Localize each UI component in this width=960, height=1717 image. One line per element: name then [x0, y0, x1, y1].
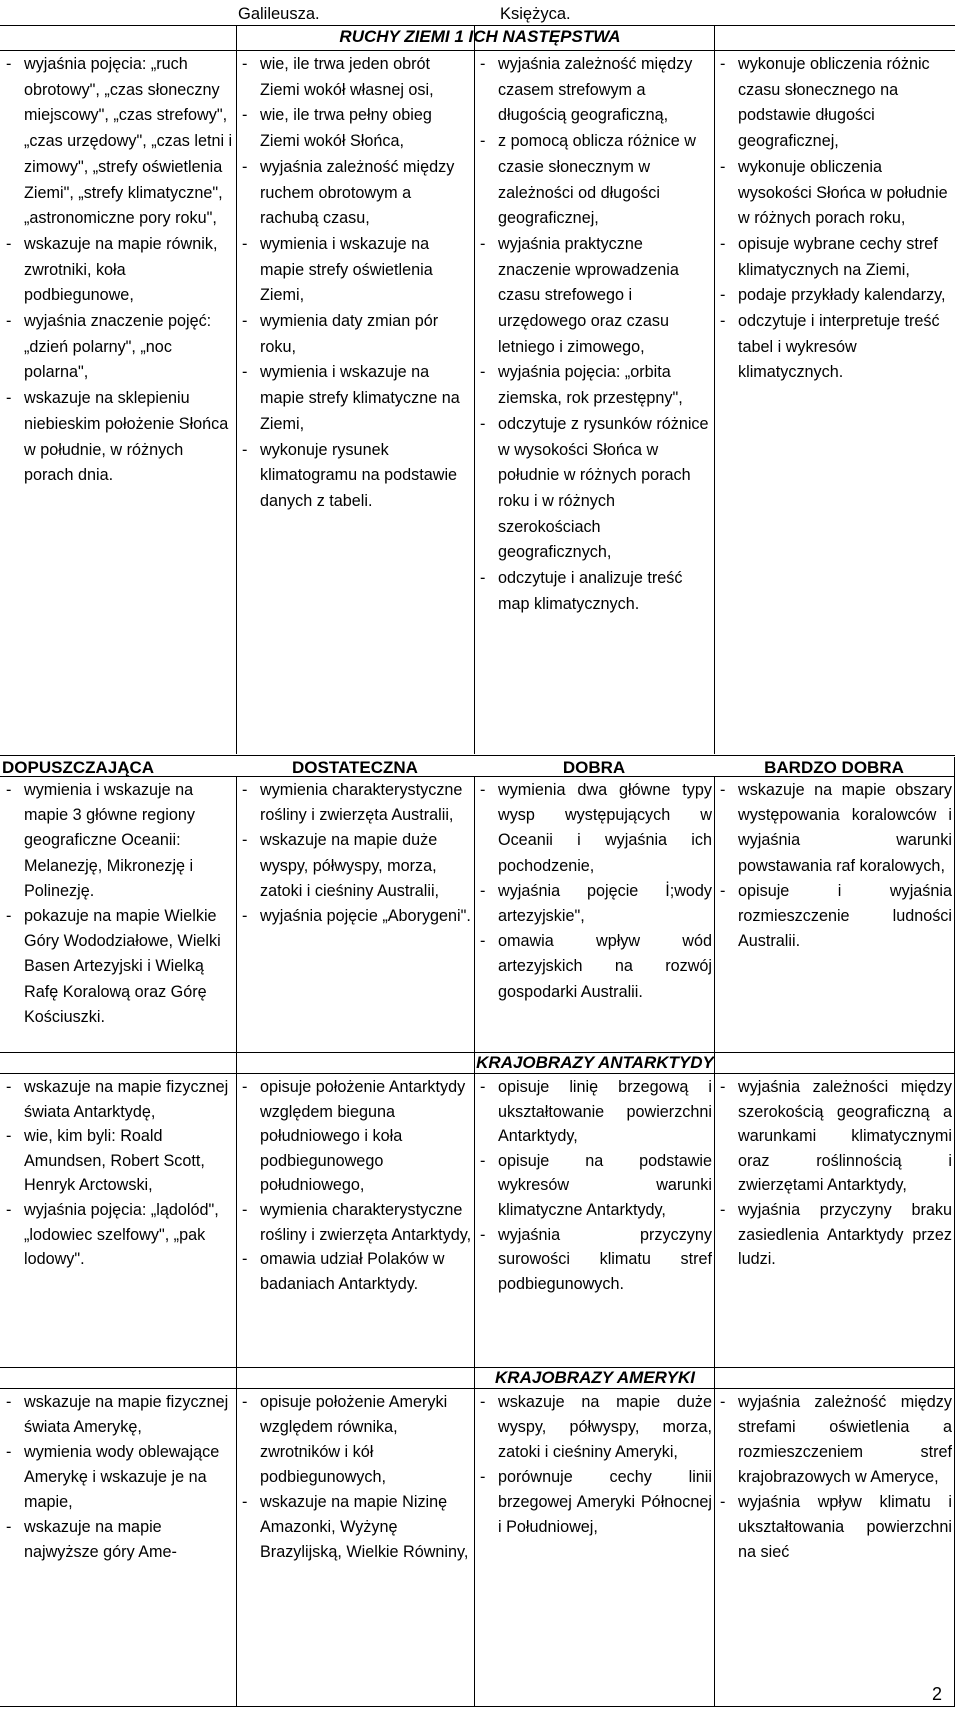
- oceania-cell-dopuszczajaca: [4, 778, 234, 1030]
- page-number: 2: [931, 1684, 942, 1704]
- section-title-ruchy-ziemi: RUCHY ZIEMI 1 ICH NASTĘPSTWA: [339, 27, 621, 46]
- list-item: - podaje przykłady kalendarzy,: [718, 283, 952, 309]
- row-divider: [0, 1388, 955, 1389]
- ruchy-cell-dopuszczajaca: [4, 52, 234, 489]
- col-divider: [714, 776, 715, 1706]
- list-item: - wymienia i wskazuje na mapie strefy oświetlenia Ziemi,: [240, 232, 472, 309]
- col-divider: [474, 776, 475, 1706]
- list-item: - wyjaśnia przyczyny braku zasiedlenia Antarktydy przez ludzi.: [718, 1198, 952, 1272]
- list-item: - wyjaśnia zależność między strefami oświetlenia a rozmieszczeniem stref krajobrazowych w Ameryce,: [718, 1390, 952, 1490]
- list-item: - wyjaśnia znaczenie pojęć: „dzień polarny", „noc polarna",: [4, 309, 234, 386]
- list-item: - wyjaśnia zależności między szerokością geograficzną a warunkami klimatycznymi oraz roślinnością i zwierzętami Antarktydy,: [718, 1075, 952, 1198]
- list-item: - wskazuje na mapie obszary występowania koralowców i wyjaśnia warunki powstawania raf koralowych,: [718, 778, 952, 879]
- col-divider: [236, 776, 237, 1706]
- col-divider: [236, 26, 237, 754]
- list-item: - wymienia i wskazuje na mapie strefy klimatyczne na Ziemi,: [240, 360, 472, 437]
- ameryka-cell-dostateczna: [240, 1390, 472, 1565]
- list-item: - odczytuje i interpretuje treść tabel i wykresów klimatycznych.: [718, 309, 952, 386]
- list-item: - wskazuje na mapie fizycznej świata Antarktydę,: [4, 1075, 234, 1124]
- list-item: - porównuje cechy linii brzegowej Ameryki Północnej i Południowej,: [478, 1465, 712, 1540]
- grade-header-dobra: DOBRA: [562, 758, 626, 777]
- list-item: - wymienia daty zmian pór roku,: [240, 309, 472, 360]
- ameryka-cell-dobra: [478, 1390, 712, 1540]
- list-item: - wymienia i wskazuje na mapie 3 główne regiony geograficzne Oceanii: Melanezję, Mikronezję i Polinezję.: [4, 778, 234, 904]
- list-item: - wymienia dwa główne typy wysp występujących w Oceanii i wyjaśnia ich pochodzenie,: [478, 778, 712, 879]
- ruchy-cell-dobra: [478, 52, 712, 617]
- list-item: - wykonuje rysunek klimatogramu na podstawie danych z tabeli.: [240, 438, 472, 515]
- list-item: - omawia wpływ wód artezyjskich na rozwój gospodarki Australii.: [478, 929, 712, 1005]
- ruchy-cell-dostateczna: [240, 52, 472, 515]
- list-item: - wskazuje na mapie Nizinę Amazonki, Wyżynę Brazylijską, Wielkie Równiny,: [240, 1490, 472, 1565]
- grade-header-dostateczna: DOSTATECZNA: [292, 758, 418, 777]
- list-item: - z pomocą oblicza różnice w czasie słonecznym w zależności od długości geograficznej,: [478, 129, 712, 232]
- list-item: - wymienia charakterystyczne rośliny i zwierzęta Australii,: [240, 778, 472, 828]
- list-item: - wyjaśnia pojęcia: „ruch obrotowy", „czas słoneczny miejscowy", „czas strefowy", „czas urzędowy", „czas letni i zimowy", „strefy oświetlenia Ziemi", „strefy klimatyczne", „astronomiczne pory roku",: [4, 52, 234, 232]
- list-item: - wyjaśnia pojęcia: „lądolód", „lodowiec szelfowy", „pak lodowy".: [4, 1198, 234, 1272]
- row-divider: [0, 50, 955, 51]
- row-divider: [0, 25, 955, 26]
- row-divider: [0, 755, 955, 756]
- list-item: - odczytuje i analizuje treść map klimatycznych.: [478, 566, 712, 617]
- antarktyda-cell-dostateczna: [240, 1075, 472, 1296]
- list-item: - wskazuje na mapie fizycznej świata Amerykę,: [4, 1390, 234, 1440]
- ruchy-cell-bardzo-dobra: [718, 52, 952, 386]
- antarktyda-cell-dopuszczajaca: [4, 1075, 234, 1272]
- list-item: - wskazuje na mapie duże wyspy, półwyspy, morza, zatoki i cieśniny Ameryki,: [478, 1390, 712, 1465]
- list-item: - wyjaśnia wpływ klimatu i ukształtowania powierzchni na sieć: [718, 1490, 952, 1565]
- list-item: - wyjaśnia zależność między ruchem obrotowym a rachubą czasu,: [240, 155, 472, 232]
- list-item: - opisuje i wyjaśnia rozmieszczenie ludności Australii.: [718, 879, 952, 955]
- ameryka-cell-bardzo-dobra: [718, 1390, 952, 1565]
- list-item: - wykonuje obliczenia wysokości Słońca w południe w różnych porach roku,: [718, 155, 952, 232]
- list-item: - odczytuje z rysunków różnice w wysokości Słońca w południe w różnych porach roku i w różnych szerokościach geograficznych,: [478, 412, 712, 566]
- list-item: - wymienia wody oblewające Amerykę i wskazuje je na mapie,: [4, 1440, 234, 1515]
- ameryka-cell-dopuszczajaca: [4, 1390, 234, 1565]
- list-item: - wskazuje na sklepieniu niebieskim położenie Słońca w południe, w różnych porach dnia.: [4, 386, 234, 489]
- header-fragment-2: Księżyca.: [500, 5, 571, 23]
- grade-header-bardzo-dobra: BARDZO DOBRA: [764, 758, 904, 777]
- col-divider: [474, 26, 475, 754]
- row-divider: [0, 1073, 955, 1074]
- section-title-ameryka: KRAJOBRAZY AMERYKI: [495, 1368, 695, 1387]
- oceania-cell-dobra: [478, 778, 712, 1005]
- header-fragment-1: Galileusza.: [238, 5, 320, 23]
- list-item: - pokazuje na mapie Wielkie Góry Wododziałowe, Wielki Basen Artezyjski i Wielką Rafę Koralową oraz Górę Kościuszki.: [4, 904, 234, 1030]
- list-item: - wskazuje na mapie najwyższe góry Ame-: [4, 1515, 234, 1565]
- list-item: - wyjaśnia praktyczne znaczenie wprowadzenia czasu strefowego i urzędowego oraz czasu letniego i zimowego,: [478, 232, 712, 361]
- oceania-cell-dostateczna: [240, 778, 472, 929]
- list-item: - wyjaśnia pojęcie „Aborygeni".: [240, 904, 472, 929]
- list-item: - opisuje wybrane cechy stref klimatycznych na Ziemi,: [718, 232, 952, 283]
- list-item: - wie, ile trwa pełny obieg Ziemi wokół Słońca,: [240, 103, 472, 154]
- grade-header-dopuszczajaca: DOPUSZCZAJĄCA: [2, 758, 155, 777]
- list-item: - omawia udział Polaków w badaniach Antarktydy.: [240, 1247, 472, 1296]
- col-divider: [714, 26, 715, 754]
- section-title-antarktyda: KRAJOBRAZY ANTARKTYDY: [476, 1053, 714, 1072]
- list-item: - wyjaśnia przyczyny surowości klimatu stref podbiegunowych.: [478, 1223, 712, 1297]
- list-item: - opisuje położenie Ameryki względem równika, zwrotników i kół podbiegunowych,: [240, 1390, 472, 1490]
- list-item: - wyjaśnia pojęcia: „orbita ziemska, rok przestępny",: [478, 360, 712, 411]
- list-item: - wie, ile trwa jeden obrót Ziemi wokół własnej osi,: [240, 52, 472, 103]
- list-item: - opisuje na podstawie wykresów warunki klimatyczne Antarktydy,: [478, 1149, 712, 1223]
- list-item: - wskazuje na mapie równik, zwrotniki, koła podbiegunowe,: [4, 232, 234, 309]
- list-item: - wyjaśnia pojęcie İ;wody artezyjskie",: [478, 879, 712, 929]
- table-border: [954, 757, 955, 1706]
- table-bottom: [0, 1706, 955, 1707]
- list-item: - wymienia charakterystyczne rośliny i zwierzęta Antarktydy,: [240, 1198, 472, 1247]
- list-item: - opisuje linię brzegową i ukształtowanie powierzchni Antarktydy,: [478, 1075, 712, 1149]
- antarktyda-cell-dobra: [478, 1075, 712, 1296]
- list-item: - wie, kim byli: Roald Amundsen, Robert Scott, Henryk Arctowski,: [4, 1124, 234, 1198]
- list-item: - wyjaśnia zależność między czasem strefowym a długością geograficzną,: [478, 52, 712, 129]
- list-item: - opisuje położenie Antarktydy względem bieguna południowego i koła podbiegunowego południowego,: [240, 1075, 472, 1198]
- list-item: - wskazuje na mapie duże wyspy, półwyspy, morza, zatoki i cieśniny Australii,: [240, 828, 472, 904]
- list-item: - wykonuje obliczenia różnic czasu słonecznego na podstawie długości geograficznej,: [718, 52, 952, 155]
- oceania-cell-bardzo-dobra: [718, 778, 952, 954]
- antarktyda-cell-bardzo-dobra: [718, 1075, 952, 1272]
